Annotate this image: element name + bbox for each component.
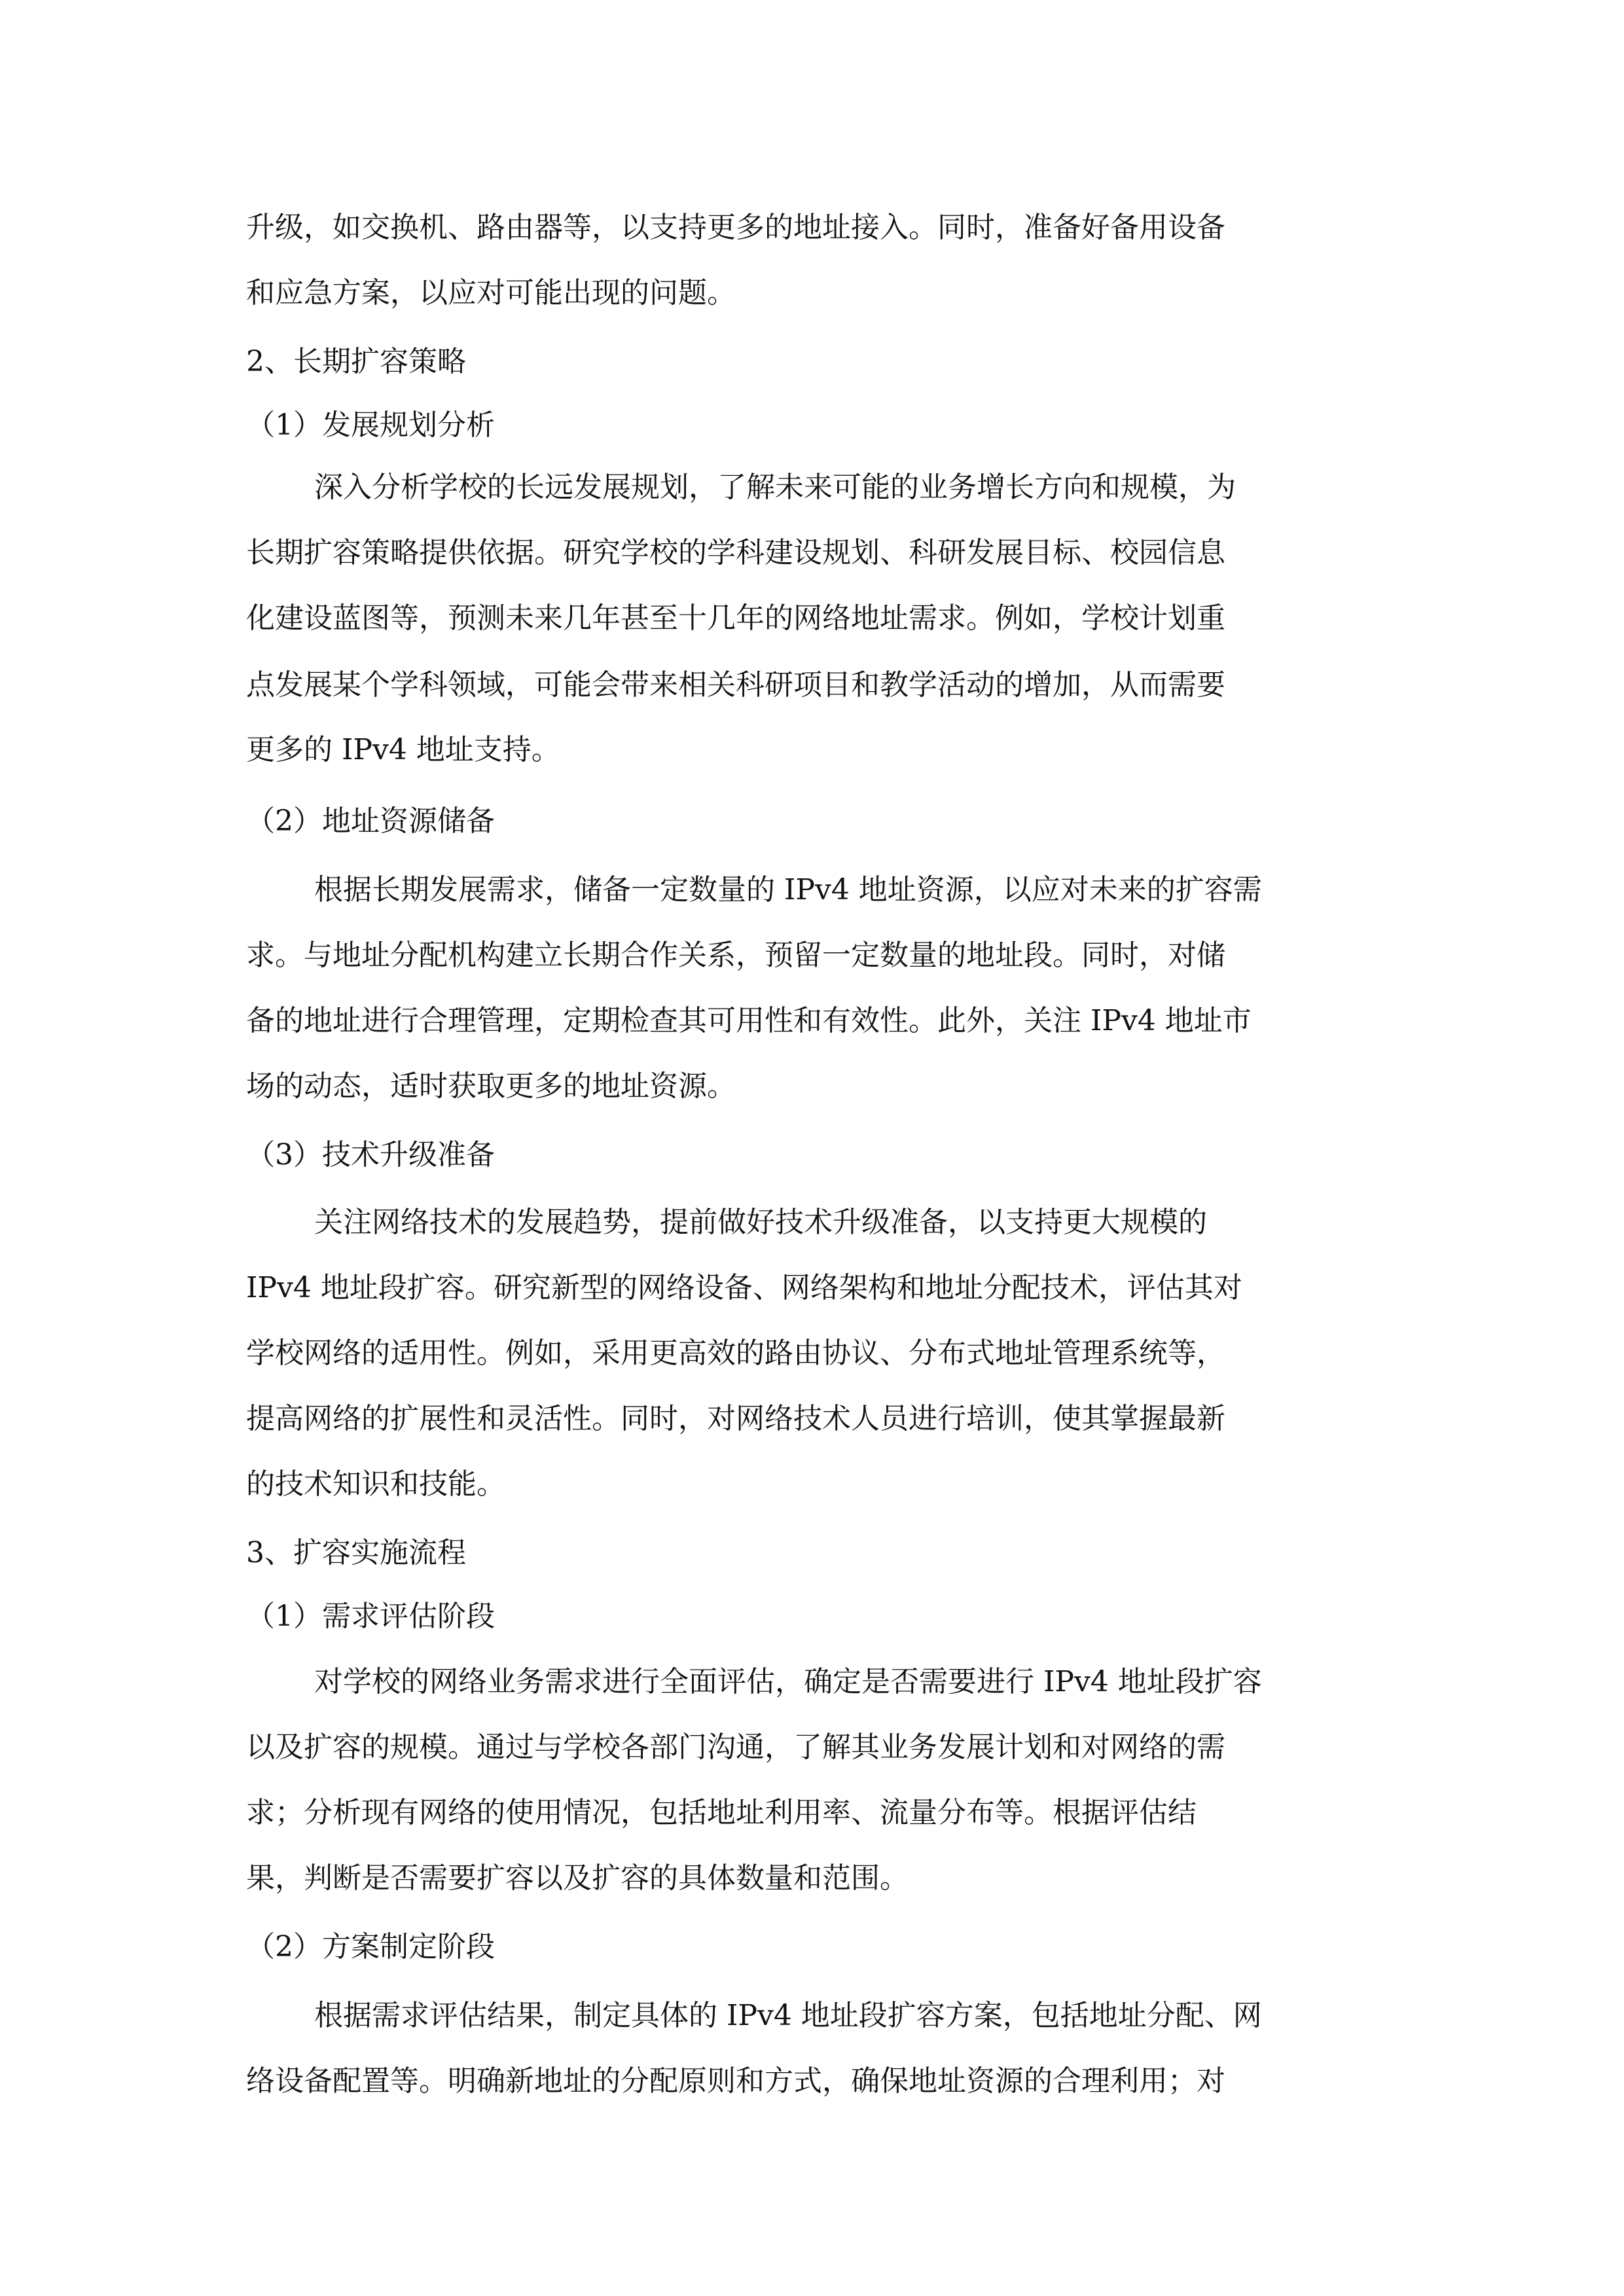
subsection-title: （3）技术升级准备 bbox=[246, 1138, 495, 1172]
subsection-title: （2）地址资源储备 bbox=[246, 804, 495, 838]
subsection-title: （2）方案制定阶段 bbox=[246, 1930, 495, 1964]
paragraph-line: 对学校的网络业务需求进行全面评估，确定是否需要进行 IPv4 地址段扩容 bbox=[314, 1665, 1262, 1698]
paragraph-line: IPv4 地址段扩容。研究新型的网络设备、网络架构和地址分配技术，评估其对 bbox=[246, 1271, 1242, 1304]
paragraph-line: 络设备配置等。明确新地址的分配原则和方式，确保地址资源的合理利用；对 bbox=[246, 2064, 1225, 2098]
paragraph-line: 根据长期发展需求，储备一定数量的 IPv4 地址资源，以应对未来的扩容需 bbox=[314, 873, 1262, 906]
paragraph-line: 以及扩容的规模。通过与学校各部门沟通，了解其业务发展计划和对网络的需 bbox=[246, 1731, 1225, 1764]
paragraph-line: 和应急方案，以应对可能出现的问题。 bbox=[246, 276, 736, 310]
paragraph-line: 学校网络的适用性。例如，采用更高效的路由协议、分布式地址管理系统等， bbox=[246, 1336, 1225, 1370]
paragraph-line: 化建设蓝图等，预测未来几年甚至十几年的网络地址需求。例如，学校计划重 bbox=[246, 601, 1225, 635]
paragraph-line: 根据需求评估结果，制定具体的 IPv4 地址段扩容方案，包括地址分配、网 bbox=[314, 1999, 1262, 2032]
paragraph-line: 求。与地址分配机构建立长期合作关系，预留一定数量的地址段。同时，对储 bbox=[246, 939, 1225, 972]
paragraph-line: 深入分析学校的长远发展规划，了解未来可能的业务增长方向和规模，为 bbox=[314, 471, 1236, 504]
paragraph-line: 的技术知识和技能。 bbox=[246, 1467, 505, 1501]
paragraph-line: 提高网络的扩展性和灵活性。同时，对网络技术人员进行培训，使其掌握最新 bbox=[246, 1402, 1225, 1435]
section-heading: 2、长期扩容策略 bbox=[246, 345, 466, 378]
paragraph-line: 场的动态，适时获取更多的地址资源。 bbox=[246, 1069, 736, 1103]
paragraph-line: 长期扩容策略提供依据。研究学校的学科建设规划、科研发展目标、校园信息 bbox=[246, 536, 1225, 569]
paragraph-line: 果，判断是否需要扩容以及扩容的具体数量和范围。 bbox=[246, 1861, 909, 1895]
paragraph-line: 升级，如交换机、路由器等，以支持更多的地址接入。同时，准备好备用设备 bbox=[246, 211, 1225, 244]
subsection-title: （1）发展规划分析 bbox=[246, 408, 495, 442]
subsection-title: （1）需求评估阶段 bbox=[246, 1600, 495, 1633]
paragraph-line: 更多的 IPv4 地址支持。 bbox=[246, 733, 560, 766]
paragraph-line: 关注网络技术的发展趋势，提前做好技术升级准备，以支持更大规模的 bbox=[314, 1206, 1207, 1239]
paragraph-line: 点发展某个学科领域，可能会带来相关科研项目和教学活动的增加，从而需要 bbox=[246, 668, 1225, 702]
section-heading: 3、扩容实施流程 bbox=[246, 1536, 466, 1570]
paragraph-line: 备的地址进行合理管理，定期检查其可用性和有效性。此外，关注 IPv4 地址市 bbox=[246, 1004, 1252, 1037]
paragraph-line: 求；分析现有网络的使用情况，包括地址利用率、流量分布等。根据评估结 bbox=[246, 1796, 1197, 1829]
